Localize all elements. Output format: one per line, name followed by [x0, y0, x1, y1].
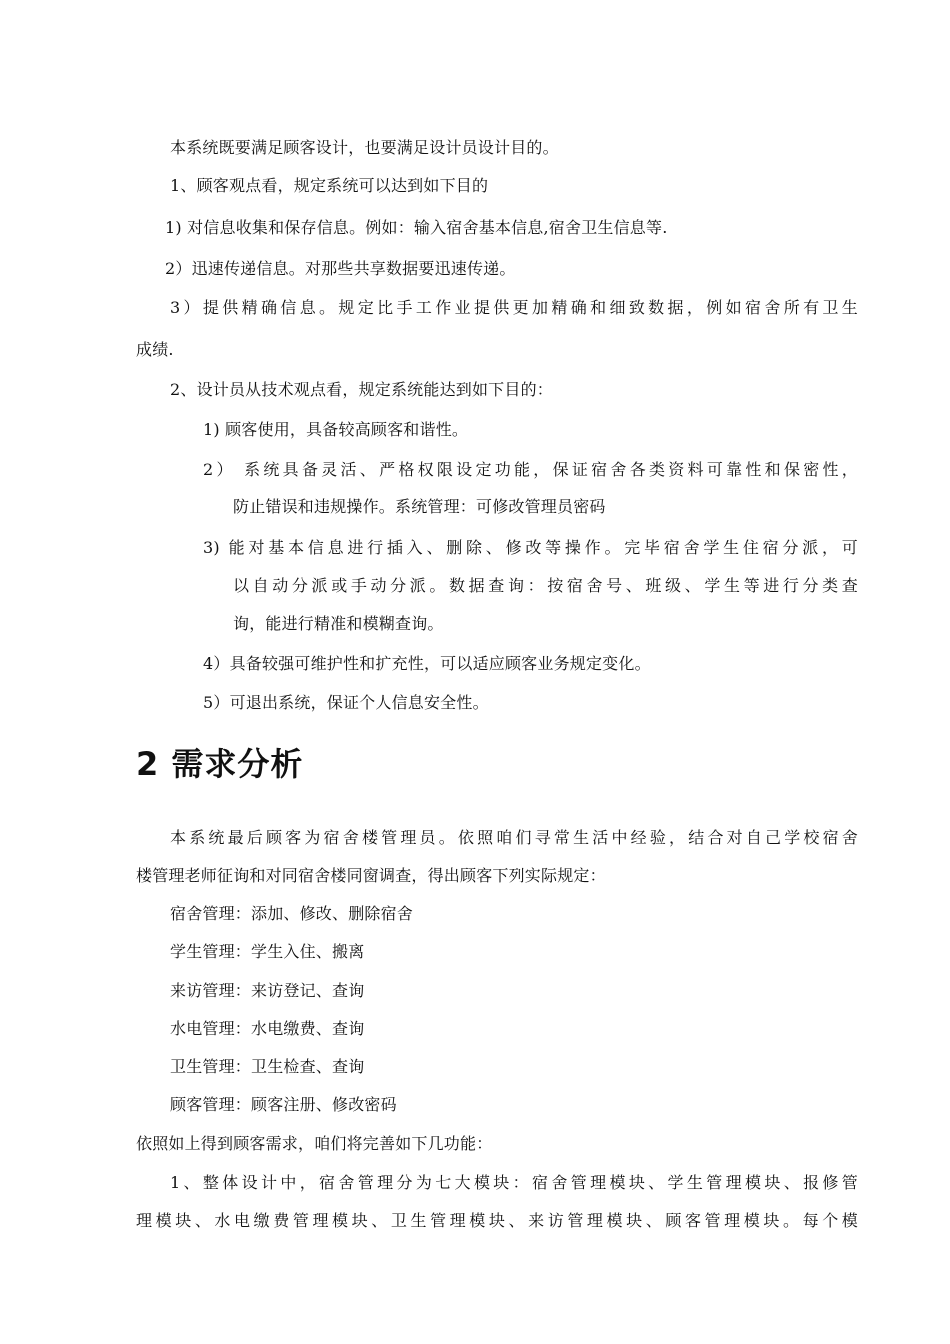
section-paragraph-3-line1: 1、整体设计中，宿舍管理分为七大模块：宿舍管理模块、学生管理模块、报修管 — [170, 1173, 858, 1192]
intro-item-1: 1) 对信息收集和保存信息。例如：输入宿舍基本信息,宿舍卫生信息等. — [165, 218, 668, 237]
goal-item-4: 4）具备较强可维护性和扩充性，可以适应顾客业务规定变化。 — [203, 654, 651, 673]
section-paragraph-3-line2: 理模块、水电缴费管理模块、卫生管理模块、来访管理模块、顾客管理模块。每个模 — [136, 1211, 858, 1230]
section-paragraph-line1: 本系统最后顾客为宿舍楼管理员。依照咱们寻常生活中经验，结合对自己学校宿舍 — [170, 828, 858, 847]
list-item: 卫生管理：卫生检查、查询 — [170, 1057, 365, 1076]
goal-item-1: 1) 顾客使用，具备较高顾客和谐性。 — [203, 420, 469, 439]
section-paragraph-2: 依照如上得到顾客需求，咱们将完善如下几功能： — [136, 1134, 493, 1153]
section-paragraph-line2: 楼管理老师征询和对同宿舍楼同窗调查，得出顾客下列实际规定： — [136, 866, 606, 885]
goal-item-3-line1: 3) 能对基本信息进行插入、删除、修改等操作。完毕宿舍学生住宿分派，可 — [203, 538, 858, 557]
intro-item-2: 2）迅速传递信息。对那些共享数据要迅速传递。 — [165, 259, 516, 278]
list-item: 水电管理：水电缴费、查询 — [170, 1019, 365, 1038]
goal-item-3-line2: 以自动分派或手动分派。数据查询：按宿舍号、班级、学生等进行分类查 — [233, 576, 858, 595]
intro-item-3-line2: 成绩. — [136, 340, 174, 359]
goal-item-2-line2: 防止错误和违规操作。系统管理：可修改管理员密码 — [233, 497, 606, 516]
list-item: 来访管理：来访登记、查询 — [170, 981, 365, 1000]
list-item: 顾客管理：顾客注册、修改密码 — [170, 1095, 397, 1114]
list-item: 学生管理：学生入住、搬离 — [170, 942, 365, 961]
goal-item-5: 5）可退出系统，保证个人信息安全性。 — [203, 693, 489, 712]
intro-customer-view: 1、顾客观点看，规定系统可以达到如下目的 — [170, 176, 489, 195]
list-item: 宿舍管理：添加、修改、删除宿舍 — [170, 904, 414, 923]
section-heading: 2 需求分析 — [136, 745, 304, 783]
intro-designer-view: 2、设计员从技术观点看，规定系统能达到如下目的： — [170, 380, 553, 399]
intro-item-3-line1: 3）提供精确信息。规定比手工作业提供更加精确和细致数据，例如宿舍所有卫生 — [170, 298, 858, 317]
intro-paragraph: 本系统既要满足顾客设计，也要满足设计员设计目的。 — [170, 138, 559, 157]
goal-item-3-line3: 询，能进行精准和模糊查询。 — [233, 614, 444, 633]
goal-item-2-line1: 2） 系统具备灵活、严格权限设定功能，保证宿舍各类资料可靠性和保密性， — [203, 460, 858, 479]
